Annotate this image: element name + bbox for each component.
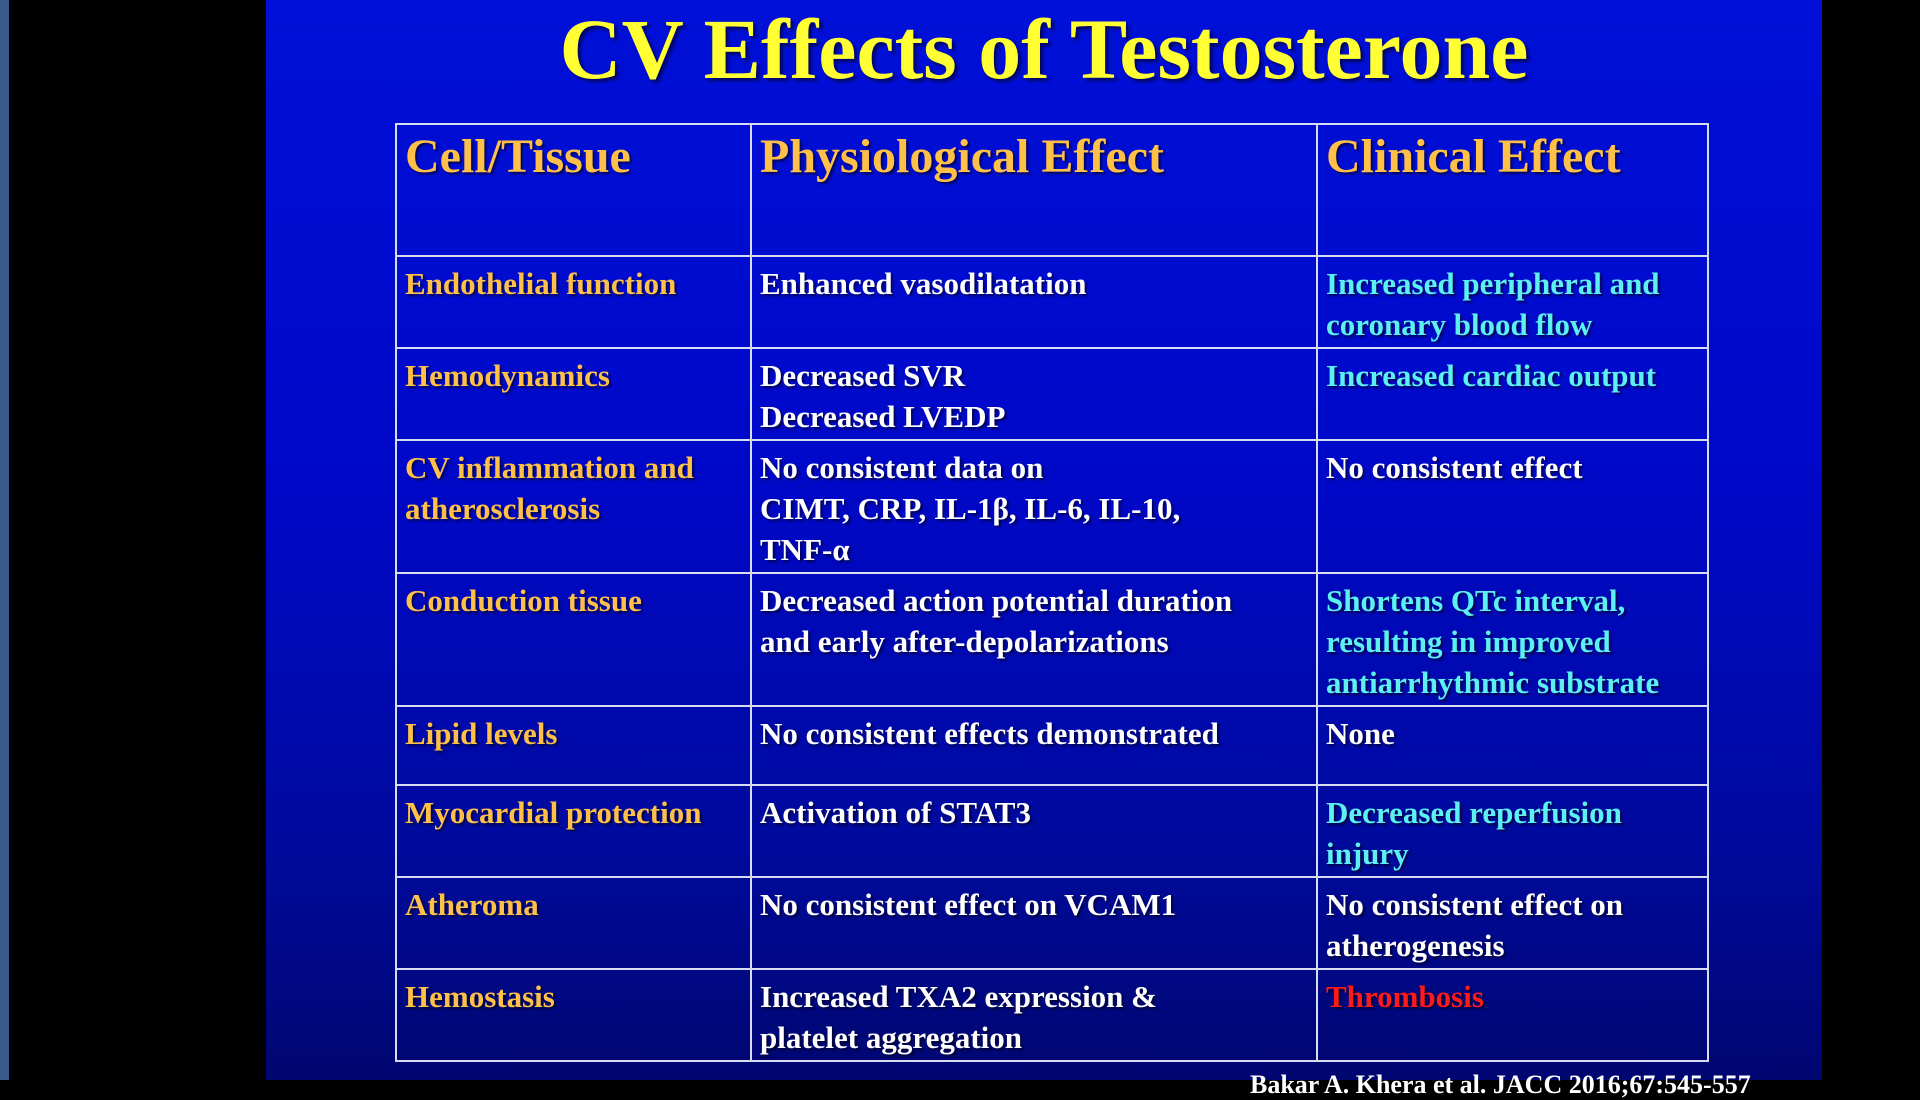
- tissue-cell: Lipid levels: [396, 706, 751, 785]
- physiological-line: Decreased SVR: [760, 358, 966, 393]
- window-left-edge: [0, 0, 9, 1080]
- clinical-line: coronary blood flow: [1326, 307, 1593, 342]
- physiological-cell: [751, 969, 1317, 1061]
- table-row: [396, 573, 1708, 706]
- tissue-cell: Atheroma: [396, 877, 751, 969]
- tissue-cell: CV inflammation and atherosclerosis: [396, 440, 751, 573]
- column-header-physiological-effect: Physiological Effect: [751, 124, 1317, 256]
- table-row: [396, 877, 1708, 969]
- tissue-cell: Conduction tissue: [396, 573, 751, 706]
- clinical-line: None: [1326, 716, 1395, 751]
- physiological-line: No consistent data on: [760, 450, 1044, 485]
- clinical-line: No consistent effect on: [1326, 887, 1624, 922]
- clinical-line: antiarrhythmic substrate: [1326, 665, 1660, 700]
- clinical-line: No consistent effect: [1326, 450, 1583, 485]
- window-right-margin: [1822, 0, 1920, 1080]
- table-row: [396, 348, 1708, 440]
- clinical-line: Increased cardiac output: [1326, 358, 1657, 393]
- clinical-cell: [1317, 706, 1708, 785]
- physiological-cell: [751, 256, 1317, 348]
- slide-title: CV Effects of Testosterone: [559, 1, 1529, 97]
- presentation-slide: [266, 0, 1822, 1099]
- physiological-line: Increased TXA2 expression &: [760, 979, 1157, 1014]
- physiological-cell: [751, 573, 1317, 706]
- clinical-cell: [1317, 573, 1708, 706]
- clinical-line: injury: [1326, 836, 1409, 871]
- cv-effects-table: [395, 123, 1709, 1062]
- table-row: [396, 785, 1708, 877]
- physiological-cell: [751, 785, 1317, 877]
- table-row: [396, 256, 1708, 348]
- table-header-row: [396, 124, 1708, 256]
- clinical-cell: [1317, 785, 1708, 877]
- tissue-cell: Endothelial function: [396, 256, 751, 348]
- physiological-line: platelet aggregation: [760, 1020, 1023, 1055]
- tissue-cell: Hemodynamics: [396, 348, 751, 440]
- clinical-cell: [1317, 440, 1708, 573]
- table-row: [396, 440, 1708, 573]
- tissue-cell: Myocardial protection: [396, 785, 751, 877]
- column-header-cell-tissue: Cell/Tissue: [396, 124, 751, 256]
- clinical-line: atherogenesis: [1326, 928, 1505, 963]
- tissue-cell: Hemostasis: [396, 969, 751, 1061]
- physiological-line: and early after-depolarizations: [760, 624, 1169, 659]
- physiological-line: CIMT, CRP, IL-1β, IL-6, IL-10,: [760, 491, 1181, 526]
- physiological-line: Decreased LVEDP: [760, 399, 1006, 434]
- clinical-line: resulting in improved: [1326, 624, 1611, 659]
- physiological-cell: [751, 440, 1317, 573]
- clinical-cell: [1317, 348, 1708, 440]
- clinical-line: Decreased reperfusion: [1326, 795, 1622, 830]
- table-row: [396, 969, 1708, 1061]
- column-header-clinical-effect: Clinical Effect: [1317, 124, 1708, 256]
- physiological-line: TNF-α: [760, 532, 850, 567]
- physiological-cell: [751, 348, 1317, 440]
- clinical-line: Thrombosis: [1326, 979, 1484, 1014]
- physiological-line: No consistent effect on VCAM1: [760, 887, 1177, 922]
- clinical-line: Increased peripheral and: [1326, 266, 1660, 301]
- clinical-line: Shortens QTc interval,: [1326, 583, 1626, 618]
- physiological-line: Enhanced vasodilatation: [760, 266, 1087, 301]
- clinical-cell: [1317, 877, 1708, 969]
- clinical-cell: [1317, 256, 1708, 348]
- physiological-line: No consistent effects demonstrated: [760, 716, 1219, 751]
- table-row: [396, 706, 1708, 785]
- physiological-line: Activation of STAT3: [760, 795, 1031, 830]
- source-citation: Bakar A. Khera et al. JACC 2016;67:545-557: [1250, 1070, 1751, 1099]
- physiological-cell: [751, 706, 1317, 785]
- clinical-cell: [1317, 969, 1708, 1061]
- physiological-line: Decreased action potential duration: [760, 583, 1233, 618]
- physiological-cell: [751, 877, 1317, 969]
